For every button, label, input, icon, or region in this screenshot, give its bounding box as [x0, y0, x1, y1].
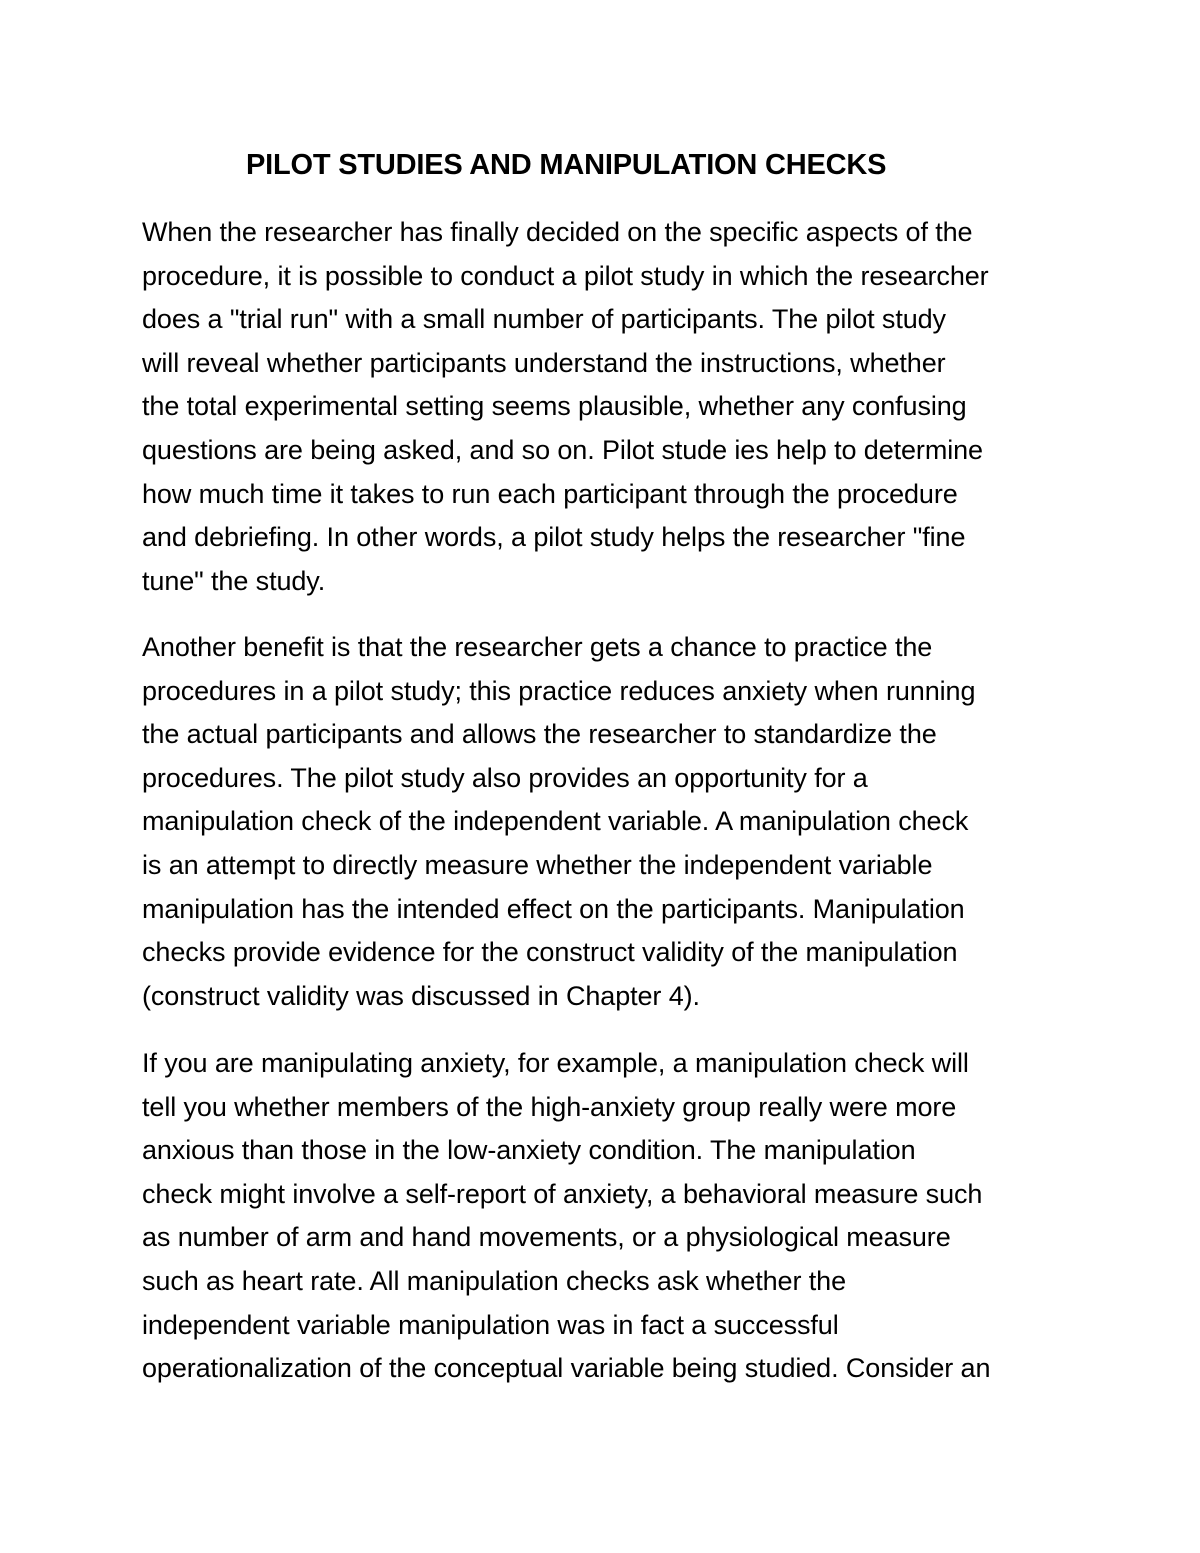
text-line: does a "trial run" with a small number of participants. The pilot study	[142, 304, 946, 335]
text-line: If you are manipulating anxiety, for example, a manipulation check will	[142, 1048, 969, 1078]
text-line: the actual participants and allows the researcher to standardize the	[142, 719, 937, 750]
text-line: independent variable manipulation was in fact a successful	[142, 1309, 839, 1340]
text-line: tell you whether members of the high-anxiety group really were more	[142, 1091, 957, 1122]
text-line: the total experimental setting seems plausible, whether any confusing	[142, 391, 967, 422]
text-line: checks provide evidence for the construct validity of the manipulation	[142, 937, 958, 968]
text-line: questions are being asked, and so on. Pilot stude ies help to determine	[142, 434, 983, 465]
text-line: procedure, it is possible to conduct a pilot study in which the researcher	[142, 260, 989, 291]
text-line: check might involve a self-report of anxiety, a behavioral measure such	[142, 1178, 983, 1209]
text-line: procedures in a pilot study; this practice reduces anxiety when running	[142, 675, 976, 706]
text-line: will reveal whether participants understand the instructions, whether	[142, 347, 946, 378]
paragraph-2	[142, 626, 1072, 1018]
text-line: is an attempt to directly measure whether the independent variable	[142, 849, 933, 880]
paragraph-3	[142, 1042, 1072, 1391]
text-line: manipulation has the intended effect on the participants. Manipulation	[142, 893, 965, 924]
text-line: tune" the study.	[142, 565, 326, 596]
text-line: and debriefing. In other words, a pilot study helps the researcher "fine	[142, 522, 966, 553]
text-line: operationalization of the conceptual variable being studied. Consider an	[142, 1353, 991, 1384]
text-line: manipulation check of the independent variable. A manipulation check	[142, 806, 969, 837]
text-line: procedures. The pilot study also provides an opportunity for a	[142, 762, 868, 793]
text-line: as number of arm and hand movements, or a physiological measure	[142, 1222, 951, 1253]
text-line: Another benefit is that the researcher gets a chance to practice the	[142, 632, 933, 662]
paragraph-1	[142, 211, 1072, 603]
text-line: anxious than those in the low-anxiety condition. The manipulation	[142, 1135, 916, 1166]
text-line: When the researcher has finally decided on the specific aspects of the	[142, 217, 973, 247]
text-line: (construct validity was discussed in Chapter 4).	[142, 980, 700, 1011]
page-title: PILOT STUDIES AND MANIPULATION CHECKS	[246, 149, 887, 181]
text-line: how much time it takes to run each participant through the procedure	[142, 478, 958, 509]
text-line: such as heart rate. All manipulation checks ask whether the	[142, 1265, 846, 1296]
